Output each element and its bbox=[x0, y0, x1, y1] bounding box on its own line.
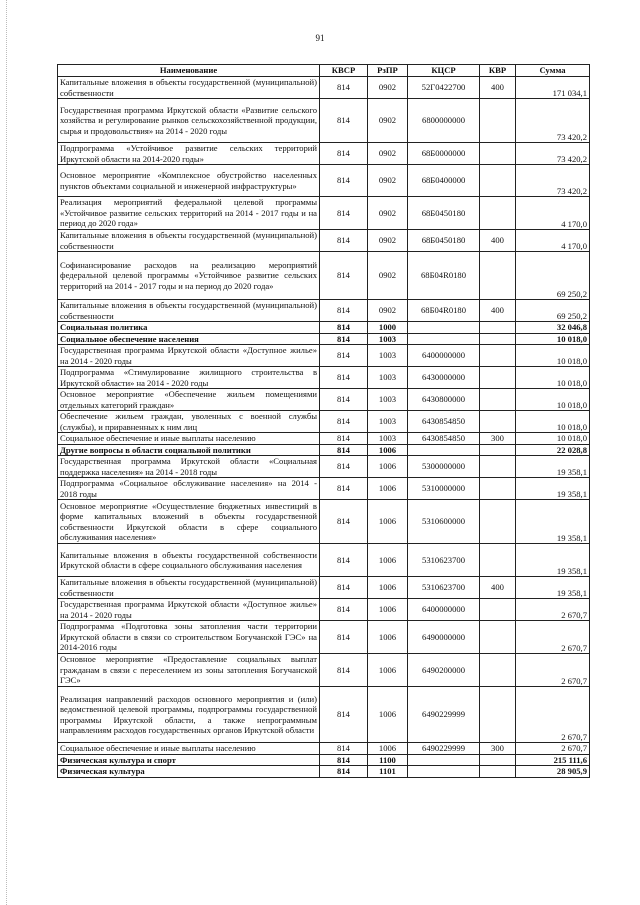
table-row bbox=[58, 577, 590, 599]
row-rzpr: 1006 bbox=[368, 577, 408, 599]
header-kvr: КВР bbox=[480, 65, 516, 77]
row-kcsr bbox=[408, 754, 480, 766]
row-name: Подпрограмма «Устойчивое развитие сельских территорий Иркутской области на 2014-2020 годы» bbox=[58, 143, 320, 165]
row-rzpr: 1006 bbox=[368, 500, 408, 544]
row-kvsr: 814 bbox=[320, 389, 368, 411]
table-row bbox=[58, 444, 590, 456]
row-kvr: 300 bbox=[480, 433, 516, 445]
table-row bbox=[58, 99, 590, 143]
row-sum: 10 018,0 bbox=[516, 345, 590, 367]
row-kvr bbox=[480, 599, 516, 621]
row-rzpr: 1006 bbox=[368, 687, 408, 743]
row-kvsr: 814 bbox=[320, 754, 368, 766]
table-row bbox=[58, 345, 590, 367]
row-sum: 2 670,7 bbox=[516, 654, 590, 687]
row-kcsr: 5310623700 bbox=[408, 544, 480, 577]
budget-table bbox=[57, 64, 590, 778]
table-row bbox=[58, 77, 590, 99]
row-sum: 4 170,0 bbox=[516, 197, 590, 230]
row-rzpr: 1006 bbox=[368, 743, 408, 755]
row-kcsr: 68Б0400000 bbox=[408, 165, 480, 197]
row-sum: 10 018,0 bbox=[516, 367, 590, 389]
row-kcsr: 5300000000 bbox=[408, 456, 480, 478]
row-kvr bbox=[480, 654, 516, 687]
row-name: Обеспечение жильем граждан, уволенных с военной службы (службы), и приравненных к ним лиц bbox=[58, 411, 320, 433]
table-body bbox=[58, 77, 590, 778]
table-row bbox=[58, 333, 590, 345]
row-kvr bbox=[480, 99, 516, 143]
row-kcsr: 6490000000 bbox=[408, 621, 480, 654]
row-name: Реализация мероприятий федеральной целевой программы «Устойчивое развитие сельских территорий на 2014 - 2017 годы и на период до 2020 года» bbox=[58, 197, 320, 230]
row-kvr bbox=[480, 444, 516, 456]
row-kvsr: 814 bbox=[320, 544, 368, 577]
row-kvr bbox=[480, 544, 516, 577]
row-kvsr: 814 bbox=[320, 345, 368, 367]
row-name: Капитальные вложения в объекты государственной (муниципальной) собственности bbox=[58, 577, 320, 599]
row-kcsr bbox=[408, 333, 480, 345]
row-name: Основное мероприятие «Осуществление бюджетных инвестиций в форме капитальных вложений в объекты государственной собственности Иркутской области в сфере социального обслуживания населения» bbox=[58, 500, 320, 544]
row-kvsr: 814 bbox=[320, 687, 368, 743]
row-sum: 19 358,1 bbox=[516, 456, 590, 478]
table-row bbox=[58, 687, 590, 743]
row-rzpr: 0902 bbox=[368, 252, 408, 300]
row-kvsr: 814 bbox=[320, 77, 368, 99]
row-name: Социальное обеспечение населения bbox=[58, 333, 320, 345]
row-rzpr: 1003 bbox=[368, 333, 408, 345]
row-rzpr: 1100 bbox=[368, 754, 408, 766]
row-name: Социальная политика bbox=[58, 322, 320, 334]
row-kcsr: 52Г0422700 bbox=[408, 77, 480, 99]
row-name: Капитальные вложения в объекты государственной (муниципальной) собственности bbox=[58, 300, 320, 322]
row-name: Физическая культура и спорт bbox=[58, 754, 320, 766]
row-kvsr: 814 bbox=[320, 367, 368, 389]
row-kcsr: 6490229999 bbox=[408, 687, 480, 743]
row-rzpr: 0902 bbox=[368, 165, 408, 197]
row-kvsr: 814 bbox=[320, 766, 368, 778]
row-sum: 73 420,2 bbox=[516, 99, 590, 143]
row-rzpr: 1000 bbox=[368, 322, 408, 334]
table-row bbox=[58, 197, 590, 230]
table-row bbox=[58, 230, 590, 252]
row-kvsr: 814 bbox=[320, 411, 368, 433]
page-number: 91 bbox=[315, 33, 325, 43]
row-name: Капитальные вложения в объекты государственной (муниципальной) собственности bbox=[58, 77, 320, 99]
row-sum: 10 018,0 bbox=[516, 389, 590, 411]
row-sum: 32 046,8 bbox=[516, 322, 590, 334]
row-kvsr: 814 bbox=[320, 577, 368, 599]
table-row bbox=[58, 654, 590, 687]
row-name: Софинансирование расходов на реализацию мероприятий федеральной целевой программы «Устойчивое развитие сельских территорий на 2014 - 2017 годы и на период до 2020 года» bbox=[58, 252, 320, 300]
table-row bbox=[58, 478, 590, 500]
row-sum: 73 420,2 bbox=[516, 165, 590, 197]
row-rzpr: 0902 bbox=[368, 197, 408, 230]
row-rzpr: 1006 bbox=[368, 544, 408, 577]
header-sum: Сумма bbox=[516, 65, 590, 77]
table-row bbox=[58, 389, 590, 411]
row-kcsr: 68Б0450180 bbox=[408, 230, 480, 252]
table-row bbox=[58, 621, 590, 654]
row-rzpr: 1006 bbox=[368, 654, 408, 687]
row-sum: 215 111,6 bbox=[516, 754, 590, 766]
row-kcsr: 68Б0450180 bbox=[408, 197, 480, 230]
row-kvr bbox=[480, 143, 516, 165]
row-rzpr: 1003 bbox=[368, 345, 408, 367]
row-name: Основное мероприятие «Комплексное обустройство населенных пунктов объектами социальной и инженерной инфраструктуры» bbox=[58, 165, 320, 197]
page-edge-guide bbox=[6, 0, 8, 905]
row-sum: 28 905,9 bbox=[516, 766, 590, 778]
row-kcsr: 6490229999 bbox=[408, 743, 480, 755]
header-rzpr: РзПР bbox=[368, 65, 408, 77]
row-kvsr: 814 bbox=[320, 478, 368, 500]
table-header-row bbox=[58, 65, 590, 77]
row-kcsr: 6400000000 bbox=[408, 345, 480, 367]
row-rzpr: 1003 bbox=[368, 367, 408, 389]
row-kvr bbox=[480, 754, 516, 766]
row-sum: 73 420,2 bbox=[516, 143, 590, 165]
row-kcsr: 6430000000 bbox=[408, 367, 480, 389]
row-name: Социальное обеспечение и иные выплаты населению bbox=[58, 743, 320, 755]
row-name: Физическая культура bbox=[58, 766, 320, 778]
row-kvr: 400 bbox=[480, 577, 516, 599]
row-kvr bbox=[480, 333, 516, 345]
row-kcsr: 6430854850 bbox=[408, 411, 480, 433]
table-row bbox=[58, 322, 590, 334]
row-kcsr bbox=[408, 444, 480, 456]
table-row bbox=[58, 456, 590, 478]
row-kcsr: 5310623700 bbox=[408, 577, 480, 599]
row-name: Основное мероприятие «Обеспечение жильем помещениями отдельных категорий граждан» bbox=[58, 389, 320, 411]
row-kvr bbox=[480, 621, 516, 654]
row-sum: 10 018,0 bbox=[516, 411, 590, 433]
row-kvr bbox=[480, 345, 516, 367]
row-kvr: 400 bbox=[480, 300, 516, 322]
row-kvsr: 814 bbox=[320, 99, 368, 143]
row-name: Подпрограмма «Стимулирование жилищного строительства в Иркутской области» на 2014 - 2020 годы bbox=[58, 367, 320, 389]
row-kvsr: 814 bbox=[320, 500, 368, 544]
row-name: Государственная программа Иркутской области «Доступное жилье» на 2014 - 2020 годы bbox=[58, 599, 320, 621]
row-kvr bbox=[480, 165, 516, 197]
row-kvr: 400 bbox=[480, 230, 516, 252]
row-kvr: 400 bbox=[480, 77, 516, 99]
row-kvr: 300 bbox=[480, 743, 516, 755]
row-sum: 4 170,0 bbox=[516, 230, 590, 252]
table-row bbox=[58, 766, 590, 778]
row-kvsr: 814 bbox=[320, 444, 368, 456]
table-row bbox=[58, 754, 590, 766]
row-kvsr: 814 bbox=[320, 456, 368, 478]
row-name: Капитальные вложения в объекты государственной (муниципальной) собственности bbox=[58, 230, 320, 252]
row-kvr bbox=[480, 389, 516, 411]
row-sum: 2 670,7 bbox=[516, 743, 590, 755]
row-kcsr: 6430854850 bbox=[408, 433, 480, 445]
row-name: Капитальные вложения в объекты государственной собственности Иркутской области в сфере социального обслуживания населения bbox=[58, 544, 320, 577]
table-row bbox=[58, 544, 590, 577]
row-kvr bbox=[480, 197, 516, 230]
row-sum: 19 358,1 bbox=[516, 544, 590, 577]
row-rzpr: 0902 bbox=[368, 99, 408, 143]
row-rzpr: 1003 bbox=[368, 389, 408, 411]
row-name: Социальное обеспечение и иные выплаты населению bbox=[58, 433, 320, 445]
table-row bbox=[58, 433, 590, 445]
row-kvr bbox=[480, 456, 516, 478]
row-rzpr: 1101 bbox=[368, 766, 408, 778]
row-rzpr: 0902 bbox=[368, 300, 408, 322]
row-kvsr: 814 bbox=[320, 333, 368, 345]
row-sum: 10 018,0 bbox=[516, 333, 590, 345]
row-sum: 2 670,7 bbox=[516, 621, 590, 654]
row-kvr bbox=[480, 766, 516, 778]
row-sum: 69 250,2 bbox=[516, 252, 590, 300]
row-sum: 22 028,8 bbox=[516, 444, 590, 456]
row-name: Основное мероприятие «Предоставление социальных выплат гражданам в связи с переселением из зоны затопления Богучанской ГЭС» bbox=[58, 654, 320, 687]
row-sum: 69 250,2 bbox=[516, 300, 590, 322]
row-sum: 10 018,0 bbox=[516, 433, 590, 445]
row-name: Другие вопросы в области социальной политики bbox=[58, 444, 320, 456]
row-sum: 19 358,1 bbox=[516, 478, 590, 500]
table-row bbox=[58, 252, 590, 300]
row-kcsr: 6800000000 bbox=[408, 99, 480, 143]
row-kvr bbox=[480, 411, 516, 433]
row-kcsr: 68Б04R0180 bbox=[408, 300, 480, 322]
row-kvsr: 814 bbox=[320, 300, 368, 322]
row-kvsr: 814 bbox=[320, 165, 368, 197]
row-rzpr: 1006 bbox=[368, 621, 408, 654]
row-rzpr: 0902 bbox=[368, 143, 408, 165]
table-row bbox=[58, 743, 590, 755]
row-sum: 171 034,1 bbox=[516, 77, 590, 99]
row-kvsr: 814 bbox=[320, 654, 368, 687]
table-row bbox=[58, 367, 590, 389]
row-name: Государственная программа Иркутской области «Развитие сельского хозяйства и регулирование рынков сельскохозяйственной продукции, сырья и продовольствия» на 2014 - 2020 годы bbox=[58, 99, 320, 143]
row-kvsr: 814 bbox=[320, 599, 368, 621]
row-rzpr: 0902 bbox=[368, 230, 408, 252]
row-kvsr: 814 bbox=[320, 743, 368, 755]
row-kvsr: 814 bbox=[320, 252, 368, 300]
table-row bbox=[58, 143, 590, 165]
row-kvsr: 814 bbox=[320, 230, 368, 252]
row-kvr bbox=[480, 367, 516, 389]
header-name: Наименование bbox=[58, 65, 320, 77]
row-rzpr: 0902 bbox=[368, 77, 408, 99]
row-kvsr: 814 bbox=[320, 433, 368, 445]
row-kcsr: 5310000000 bbox=[408, 478, 480, 500]
row-rzpr: 1006 bbox=[368, 599, 408, 621]
row-kvsr: 814 bbox=[320, 621, 368, 654]
table-row bbox=[58, 165, 590, 197]
table-row bbox=[58, 599, 590, 621]
row-kvr bbox=[480, 478, 516, 500]
row-kcsr: 6400000000 bbox=[408, 599, 480, 621]
row-name: Государственная программа Иркутской области «Социальная поддержка населения» на 2014 - 2018 годы bbox=[58, 456, 320, 478]
header-kvsr: КВСР bbox=[320, 65, 368, 77]
row-kcsr: 68Б0000000 bbox=[408, 143, 480, 165]
row-kcsr: 6430800000 bbox=[408, 389, 480, 411]
row-kcsr: 5310600000 bbox=[408, 500, 480, 544]
row-name: Подпрограмма «Подготовка зоны затопления части территории Иркутской области в связи со строительством Богучанской ГЭС» на 2014-2016 годы bbox=[58, 621, 320, 654]
row-kvr bbox=[480, 500, 516, 544]
row-name: Реализация направлений расходов основного мероприятия и (или) ведомственной целевой программы, подпрограммы государственной программы Иркутской области, а также непрограммным направлениям расходов государственных органов Иркутской области bbox=[58, 687, 320, 743]
row-kvsr: 814 bbox=[320, 143, 368, 165]
row-sum: 2 670,7 bbox=[516, 687, 590, 743]
row-kvsr: 814 bbox=[320, 322, 368, 334]
row-name: Подпрограмма «Социальное обслуживание населения» на 2014 - 2018 годы bbox=[58, 478, 320, 500]
row-rzpr: 1006 bbox=[368, 456, 408, 478]
header-kcsr: КЦСР bbox=[408, 65, 480, 77]
row-name: Государственная программа Иркутской области «Доступное жилье» на 2014 - 2020 годы bbox=[58, 345, 320, 367]
row-kcsr: 6490200000 bbox=[408, 654, 480, 687]
row-rzpr: 1006 bbox=[368, 444, 408, 456]
row-rzpr: 1006 bbox=[368, 478, 408, 500]
row-kvsr: 814 bbox=[320, 197, 368, 230]
row-sum: 19 358,1 bbox=[516, 577, 590, 599]
table-row bbox=[58, 500, 590, 544]
row-rzpr: 1003 bbox=[368, 411, 408, 433]
table-row bbox=[58, 300, 590, 322]
row-kcsr bbox=[408, 766, 480, 778]
row-kvr bbox=[480, 322, 516, 334]
row-sum: 19 358,1 bbox=[516, 500, 590, 544]
row-kvr bbox=[480, 687, 516, 743]
row-sum: 2 670,7 bbox=[516, 599, 590, 621]
row-rzpr: 1003 bbox=[368, 433, 408, 445]
row-kvr bbox=[480, 252, 516, 300]
row-kcsr bbox=[408, 322, 480, 334]
table-row bbox=[58, 411, 590, 433]
row-kcsr: 68Б04R0180 bbox=[408, 252, 480, 300]
